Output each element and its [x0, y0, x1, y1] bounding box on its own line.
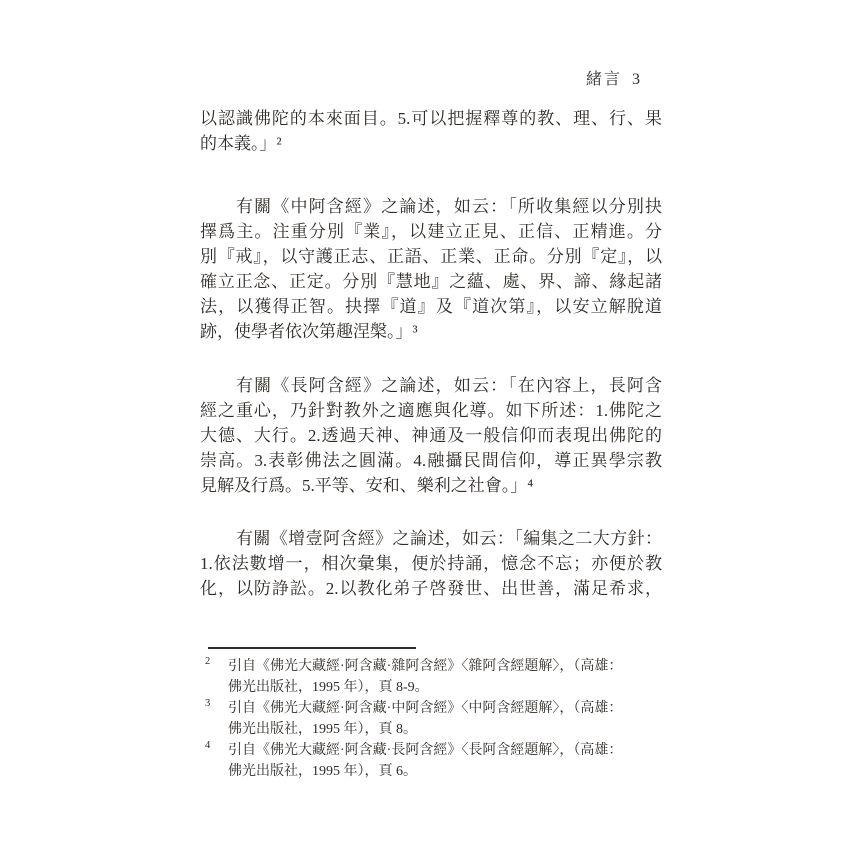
- text-line: 法，以獲得正智。抉擇『道』及『道次第』，以安立解脫道: [200, 297, 662, 316]
- footnote: [202, 656, 682, 698]
- footnotes: [202, 656, 682, 782]
- text-line: 崇高。3.表彰佛法之圓滿。4.融攝民間信仰，導正異學宗教: [200, 451, 662, 470]
- footnote: [202, 740, 682, 782]
- footnote: [202, 698, 682, 740]
- text-line: 化，以防諍訟。2.以教化弟子啓發世、出世善，滿足希求，: [200, 579, 662, 598]
- text-line: 有關《增壹阿含經》之論述，如云：「編集之二大方針：: [236, 529, 662, 548]
- paragraph: [200, 106, 662, 156]
- text-line: 有關《長阿含經》之論述，如云：「在內容上，長阿含: [236, 376, 662, 395]
- paragraph: [200, 373, 662, 498]
- paragraph: [200, 194, 662, 344]
- paragraph: [200, 526, 662, 601]
- text-line: 見解及行爲。5.平等、安和、樂利之社會。」⁴: [200, 476, 534, 495]
- footnote-line: 佛光出版社，1995 年），頁 6。: [228, 764, 417, 779]
- footnote-number: 4: [205, 740, 211, 751]
- footnote-line: 佛光出版社，1995 年），頁 8。: [228, 722, 417, 737]
- footnote-body: [228, 698, 682, 740]
- text-line: 以認識佛陀的本來面目。5.可以把握釋尊的教、理、行、果: [200, 109, 662, 128]
- footnote-body: [228, 656, 682, 698]
- footnote-number: 3: [205, 698, 211, 709]
- footnote-number: 2: [205, 656, 211, 667]
- text-line: 有關《中阿含經》之論述，如云：「所收集經以分別抉: [236, 197, 662, 216]
- footnote-line: 引自《佛光大藏經·阿含藏·長阿含經》〈長阿含經題解〉，（高雄：: [228, 743, 623, 758]
- footnote-line: 引自《佛光大藏經·阿含藏·雜阿含經》〈雜阿含經題解〉，（高雄：: [228, 659, 623, 674]
- running-head-section: 緒言: [585, 71, 622, 88]
- footnote-line: 引自《佛光大藏經·阿含藏·中阿含經》〈中阿含經題解〉，（高雄：: [228, 701, 623, 716]
- body-text: [200, 106, 662, 601]
- footnote-body: [228, 740, 682, 782]
- text-line: 別『戒』，以守護正志、正語、正業、正命。分別『定』，以: [200, 247, 662, 266]
- text-line: 的本義。」²: [200, 134, 282, 153]
- text-line: 大德、大行。2.透過天神、神通及一般信仰而表現出佛陀的: [200, 426, 662, 445]
- footnote-line: 佛光出版社，1995 年），頁 8-9。: [228, 680, 429, 695]
- text-line: 擇爲主。注重分別『業』，以建立正見、正信、正精進。分: [200, 222, 662, 241]
- page-number: 3: [632, 71, 640, 88]
- text-line: 跡，使學者依次第趣涅槃。」³: [200, 322, 418, 341]
- text-line: 1.依法數增一，相次彙集，便於持誦，憶念不忘；亦便於教: [200, 554, 662, 573]
- running-head: [202, 66, 640, 89]
- text-line: 確立正念、正定。分別『慧地』之蘊、處、界、諦、緣起諸: [200, 272, 662, 291]
- footnote-separator: [208, 647, 416, 649]
- text-line: 經之重心，乃針對教外之適應與化導。如下所述：1.佛陀之: [200, 401, 662, 420]
